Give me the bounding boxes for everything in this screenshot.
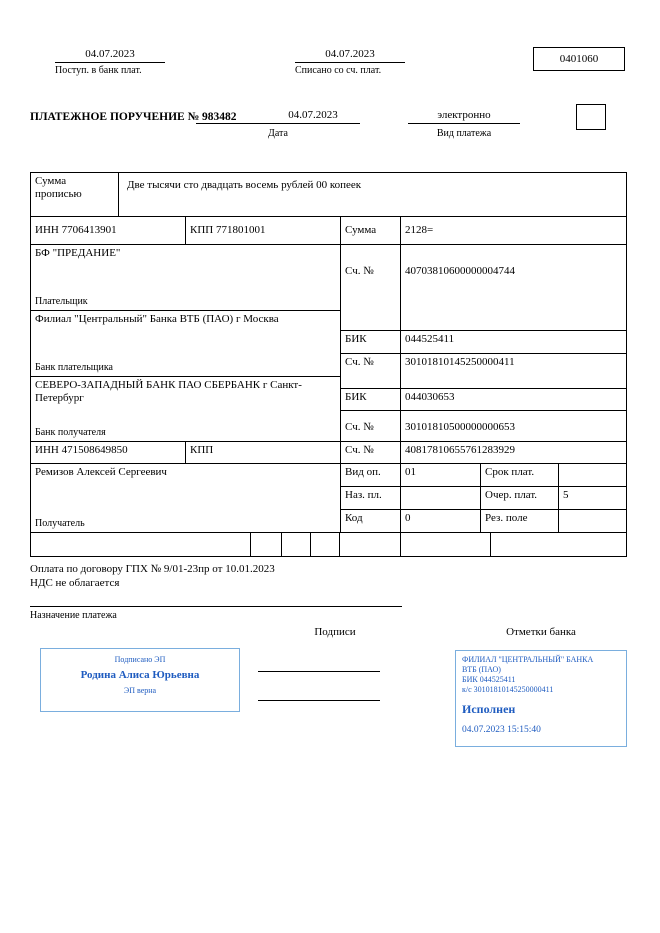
payer-account-cell: 40703810600000004744 <box>401 245 626 331</box>
bank-marks-label: Отметки банка <box>506 626 576 638</box>
blank-field-box <box>576 104 606 130</box>
payer-bank-name: Филиал "Центральный" Банка ВТБ (ПАО) г Москва <box>35 313 279 325</box>
payer-bank-account-label-cell: Сч. № <box>341 354 401 389</box>
code-cell: 0 <box>401 510 481 533</box>
empty-field-cell <box>401 533 491 556</box>
payment-type-label: Вид платежа <box>436 128 492 139</box>
payer-name: БФ "ПРЕДАНИЕ" <box>35 247 121 259</box>
payment-purpose-line2: НДС не облагается <box>30 577 120 589</box>
amount-words-label-cell: Сумма прописью <box>31 173 119 217</box>
empty-field-cell <box>340 533 401 556</box>
esignature-signed-label: Подписано ЭП <box>114 655 166 664</box>
reserve-cell <box>559 510 626 533</box>
payee-bank-account-cell: 30101810500000000653 <box>401 411 626 442</box>
payment-purpose-text <box>30 562 450 590</box>
payment-purpose-label: Назначение платежа <box>30 610 117 621</box>
op-type-cell: 01 <box>401 464 481 487</box>
signature-line-1 <box>258 671 380 672</box>
payee-bank-account-label-cell: Сч. № <box>341 411 401 442</box>
priority-label-cell: Очер. плат. <box>481 487 559 510</box>
debited-date-block <box>295 48 405 77</box>
signatures-label: Подписи <box>314 626 356 638</box>
bank-stamp-datetime: 04.07.2023 15:15:40 <box>462 725 541 735</box>
esignature-stamp <box>40 648 240 712</box>
empty-field-cell <box>491 533 626 556</box>
bank-stamp-name-line1: ФИЛИАЛ "ЦЕНТРАЛЬНЫЙ" БАНКА <box>462 655 594 664</box>
bank-stamp <box>455 650 627 747</box>
bank-stamp-bik: БИК 044525411 <box>462 675 516 684</box>
document-date-line <box>196 109 360 124</box>
payer-section-label: Плательщик <box>35 296 88 307</box>
payment-purpose-line1: Оплата по договору ГПХ № 9/01-23пр от 10.01.2023 <box>30 563 275 575</box>
signature-line-2 <box>258 700 380 701</box>
bank-stamp-corr-account: к/с 30101810145250000411 <box>462 685 554 694</box>
payee-bank-name: СЕВЕРО-ЗАПАДНЫЙ БАНК ПАО СБЕРБАНК г Санкт-Петербург <box>35 379 302 404</box>
date-label: Дата <box>268 128 288 139</box>
payer-bank-cell <box>31 311 341 377</box>
payer-kpp-cell: КПП 771801001 <box>186 217 341 245</box>
payer-bank-bik-cell: 044525411 <box>401 331 626 354</box>
empty-field-cell <box>311 533 340 556</box>
priority-cell: 5 <box>559 487 626 510</box>
op-type-label-cell: Вид оп. <box>341 464 401 487</box>
payee-bank-bik-label-cell: БИК <box>341 389 401 411</box>
payer-inn-cell: ИНН 7706413901 <box>31 217 186 245</box>
payee-kpp-cell: КПП <box>186 442 341 464</box>
received-date-label: Поступ. в банк плат. <box>55 65 142 76</box>
payee-inn-cell: ИНН 471508649850 <box>31 442 186 464</box>
reserve-label-cell: Рез. поле <box>481 510 559 533</box>
payer-bank-section-label: Банк плательщика <box>35 362 113 373</box>
debited-date: 04.07.2023 <box>295 48 405 63</box>
received-date-block <box>55 48 165 77</box>
empty-field-cell <box>282 533 311 556</box>
due-date-label-cell: Срок плат. <box>481 464 559 487</box>
payee-account-label-cell: Сч. № <box>341 442 401 464</box>
document-title: ПЛАТЕЖНОЕ ПОРУЧЕНИЕ № 983482 <box>30 111 237 123</box>
empty-field-cell <box>31 533 251 556</box>
payer-bank-account-cell: 30101810145250000411 <box>401 354 626 389</box>
empty-field-cell <box>251 533 282 556</box>
payee-section-label: Получатель <box>35 518 85 529</box>
received-date: 04.07.2023 <box>55 48 165 63</box>
esignature-valid-label: ЭП верна <box>123 686 157 695</box>
debited-date-label: Списано со сч. плат. <box>295 65 382 76</box>
purpose-code-cell <box>401 487 481 510</box>
payee-bank-cell <box>31 377 341 442</box>
form-code-box: 0401060 <box>533 47 625 71</box>
payee-bank-section-label: Банк получателя <box>35 427 106 438</box>
esignature-name: Родина Алиса Юрьевна <box>80 669 200 681</box>
code-label-cell: Код <box>341 510 401 533</box>
payer-account-label-cell: Сч. № <box>341 245 401 331</box>
purpose-separator-line <box>30 606 402 607</box>
payee-cell <box>31 464 341 533</box>
amount-words-cell: Две тысячи сто двадцать восемь рублей 00 копеек <box>119 173 626 217</box>
bank-stamp-status: Исполнен <box>462 702 516 716</box>
purpose-code-label-cell: Наз. пл. <box>341 487 401 510</box>
document-date: 04.07.2023 <box>288 109 338 121</box>
payee-name: Ремизов Алексей Сергеевич <box>35 466 167 478</box>
payment-table <box>30 172 627 557</box>
amount-label-cell: Сумма <box>341 217 401 245</box>
amount-value-cell: 2128= <box>401 217 626 245</box>
payee-bank-bik-cell: 044030653 <box>401 389 626 411</box>
payee-account-cell: 40817810655761283929 <box>401 442 626 464</box>
bank-stamp-name-line2: ВТБ (ПАО) <box>462 665 501 674</box>
payment-type: электронно <box>408 109 520 124</box>
payer-cell <box>31 245 341 311</box>
payer-bank-bik-label-cell: БИК <box>341 331 401 354</box>
due-date-cell <box>559 464 626 487</box>
